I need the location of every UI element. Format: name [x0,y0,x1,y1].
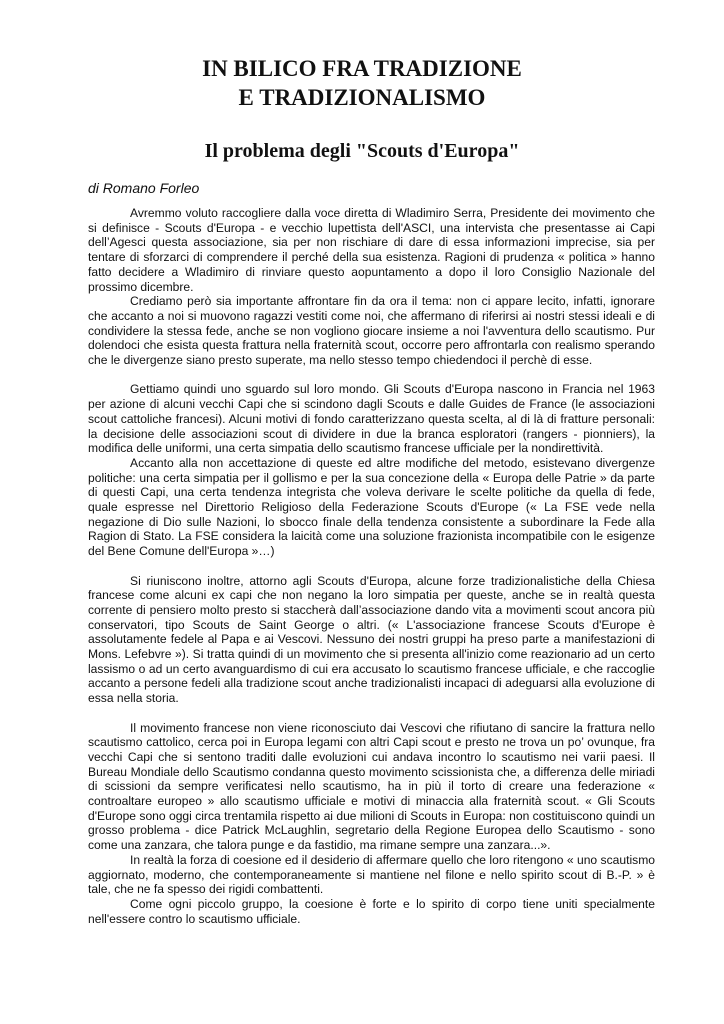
paragraph: In realtà la forza di coesione ed il desiderio di affermare quello che loro ritengono « uno scautismo aggiornato, moderno, che contemporaneamente si mantiene nel filone e nello spirito scout di B.-P. » è tale, che ne fa spesso dei rigidi combattenti. [88,852,655,897]
paragraph: Crediamo però sia importante affrontare fin da ora il tema: non ci appare lecito, infatti, ignorare che accanto a noi si muovono ragazzi vestiti come noi, che affermano di riferirsi ai nostri stessi ideali e di condividere la stessa fede, anche se non vogliono giocare insieme a noi l'avventura dello scautismo. Pur dolendoci che esista questa frattura nella fraternità scout, occorre pero affrontarla con realismo sperando che le divergenze siano presto superate, ma nello stesso tempo chiedendoci il perchè di esse. [88,294,655,368]
paragraph: Si riuniscono inoltre, attorno agli Scouts d'Europa, alcune forze tradizionalistiche della Chiesa francese come alcuni ex capi che non negano la loro simpatia per queste, anche se in realtà questa corrente di pensiero molto presto si staccherà dall’associazione dando vita a movimenti scout ancora più conservatori, tipo Scouts de Saint George o altri. (« L'associazione francese Scouts d'Europe è assolutamente fedele al Papa e ai Vescovi. Nessuno dei nostri gruppi ha preso parte a manifestazioni di Mons. Lefebvre »). Si tratta quindi di un movimento che si presenta all'inizio come reazionario ad un certo lassismo o ad un certo avanguardismo di cui era accusato lo scautismo francese ufficiale, e che raccoglie accanto a persone fedeli alla tradizione scout anche tradizionalisti incapaci di adeguarsi alla evoluzione di essa nella storia. [88,573,655,706]
paragraph: Come ogni piccolo gruppo, la coesione è forte e lo spirito di corpo tiene uniti specialmente nell'essere contro lo scautismo ufficiale. [88,897,655,926]
author-byline: di Romano Forleo [88,180,200,196]
title-line-2: E TRADIZIONALISMO [238,85,486,110]
paragraph: Accanto alla non accettazione di queste ed altre modifiche del metodo, esistevano divergenze politiche: una certa simpatia per il gollismo e per la sua concezione della « Europa delle Patrie » da parte di questi Capi, una certa tendenza integrista che voleva derivare le scelte politiche da quella di fede, quale espresse nel Direttorio Religioso della Federazione Scouts d'Europe (« La FSE vede nella negazione di Dio sulle Nazioni, lo sbocco finale della tendenza consistente a subordinare la Fede alla Ragion di Stato. La FSE considera la laicità come una soluzione frazionista incompatibile con le esigenze del Bene Comune dell'Europa »…) [88,455,655,559]
paragraph: Il movimento francese non viene riconosciuto dai Vescovi che rifiutano di sancire la frattura nello scautismo cattolico, cerca poi in Europa legami con altri Capi scout e presto ne trova un po’ ovunque, fra vecchi Capi che si sentono traditi dalle evoluzioni cui andava incontro lo scautismo nei varii paesi. Il Bureau Mondiale dello Scautismo condanna questo movimento scissionista che, a differenza delle miriadi di scissioni da sempre verificatesi nello scautismo, ha in più il torto di creare una federazione « controaltare europeo » allo scautismo ufficiale e motivi di minaccia alla fraternità scout. « Gli Scouts d'Europe sono oggi circa trentamila rispetto ai due milioni di Scouts in Europa: non costituiscono quindi un grosso problema - dice Patrick McLaughlin, segretario della Regione Europea dello Scautismo - sono come una zanzara, che talora punge e da fastidio, ma rimane sempre una zanzara...». [88,720,656,853]
article-title [0,54,724,112]
paragraph: Gettiamo quindi uno sguardo sul loro mondo. Gli Scouts d'Europa nascono in Francia nel 1963 per azione di alcuni vecchi Capi che si scindono dagli Scouts e dalle Guides de France (le associazioni scout cattoliche francesi). Alcuni motivi di fondo caratterizzano questa scelta, al di là di fratture personali: la decisione delle associazioni scout di dividere in due la branca esploratori (rangers - pionniers), la modifica delle uniformi, una certa simpatia dello scautismo francese ufficiale per la nondirettività. [88,382,655,456]
title-line-1: IN BILICO FRA TRADIZIONE [202,56,522,81]
paragraph: Avremmo voluto raccogliere dalla voce diretta di Wladimiro Serra, Presidente dei movimento che si definisce - Scouts d'Europa - e vecchio lupettista dell'ASCI, una intervista che presentasse ai Capi dell’Agesci questa associazione, sia per non rischiare di dare di essa informazioni imprecise, sia per tentare di sforzarci di comprendere il perché della sua esistenza. Ragioni di prudenza « politica » hanno fatto decidere a Wladimiro di rinviare questo aopuntamento a dopo il loro Consiglio Nazionale del prossimo dicembre. [88,206,655,294]
article-body [88,206,655,926]
article-subtitle: Il problema degli "Scouts d'Europa" [204,140,520,162]
